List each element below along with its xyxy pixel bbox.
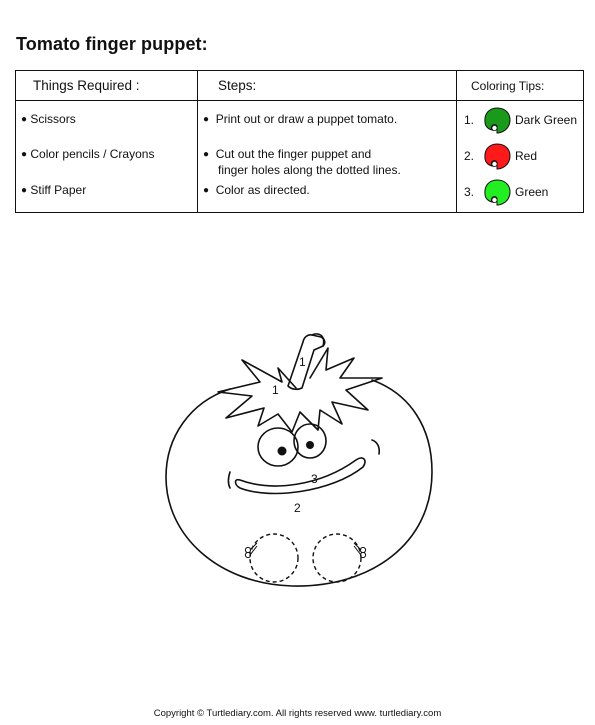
region-label-mouth: 3 (311, 472, 318, 486)
column-divider (197, 71, 198, 212)
coloring-tips-header: Coloring Tips: (471, 79, 545, 93)
footer-copyright: Copyright © Turtlediary.com. All rights reserved www. turtlediary.com (153, 708, 442, 719)
step-item-continued: finger holes along the dotted lines. (218, 163, 401, 177)
instructions-table (15, 70, 584, 213)
list-item: ● Stiff Paper (21, 183, 87, 197)
mouth-outline (236, 458, 366, 494)
paint-swatch-icon (482, 143, 512, 171)
coloring-tip: 1. Dark Green (464, 107, 584, 133)
step-item: ● Print out or draw a puppet tomato. (203, 112, 398, 126)
step-item: ● Cut out the finger puppet and (203, 147, 372, 161)
list-item: ● Scissors (21, 112, 76, 126)
left-eye (258, 428, 298, 466)
coloring-tip: 3. Green (464, 179, 584, 205)
paint-swatch-icon (482, 107, 512, 135)
step-item: ● Color as directed. (203, 183, 310, 197)
scissors-icon (245, 543, 257, 558)
paint-swatch-icon (482, 179, 512, 207)
page-title: Tomato finger puppet: (16, 34, 208, 54)
right-finger-hole (313, 534, 361, 582)
things-required-header: Things Required : (33, 78, 140, 93)
left-finger-hole (250, 534, 298, 582)
region-label-stem: 1 (299, 355, 306, 369)
coloring-tips-list (456, 100, 583, 212)
region-label-leaves: 1 (272, 383, 279, 397)
steps-header: Steps: (218, 78, 257, 93)
region-label-body: 2 (294, 501, 301, 515)
list-item: ● Color pencils / Crayons (21, 147, 155, 161)
coloring-tip: 2. Red (464, 143, 584, 169)
tomato-puppet-illustration (160, 322, 440, 594)
